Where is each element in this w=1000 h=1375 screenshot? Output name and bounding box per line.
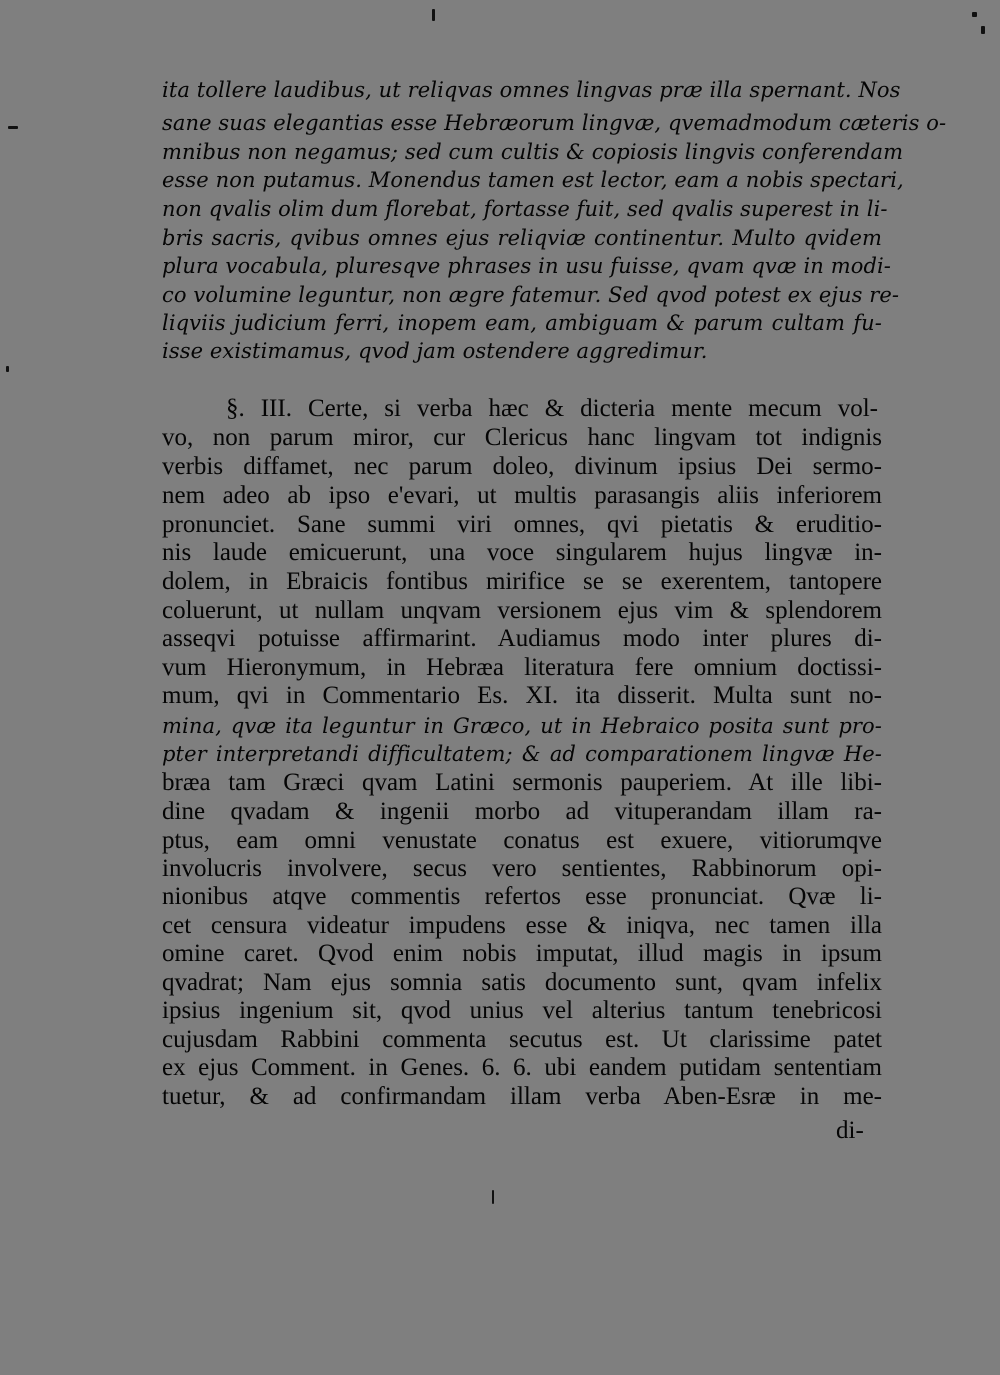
- text-line: mnibus non negamus; sed cum cultis & copiosis lingvis conferendam: [162, 140, 904, 164]
- text-line: co volumine leguntur, non ægre fatemur. Sed qvod potest ex ejus re-: [162, 283, 900, 307]
- text-line: vum Hieronymum, in Hebræa literatura fere omnium doctissi-: [162, 654, 882, 681]
- ink-speck: [981, 26, 985, 34]
- ink-speck: [972, 12, 977, 17]
- text-line: tuetur, & ad confirmandam illam verba Aben-Esræ in me-: [162, 1083, 882, 1110]
- text-line: isse existimamus, qvod jam ostendere aggredimur.: [162, 339, 708, 363]
- text-line: qvadrat; Nam ejus somnia satis documento sunt, qvam infelix: [162, 969, 882, 996]
- ink-speck: [432, 9, 435, 21]
- text-line: dolem, in Ebraicis fontibus mirifice se se exerentem, tantopere: [162, 568, 882, 595]
- text-line: omine caret. Qvod enim nobis imputat, illud magis in ipsum: [162, 940, 882, 967]
- text-line: sane suas elegantias esse Hebræorum lingvæ, qvemadmodum cæteris o-: [162, 111, 947, 135]
- text-line: bræa tam Græci qvam Latini sermonis pauperiem. At ille libi-: [162, 769, 882, 796]
- text-line: mina, qvæ ita leguntur in Græco, ut in Hebraico posita sunt pro-: [162, 714, 882, 738]
- text-line: cet censura videatur impudens esse & iniqva, nec tamen illa: [162, 912, 882, 939]
- text-line: bris sacris, qvibus omnes ejus reliqviæ continentur. Multo qvidem: [162, 226, 882, 250]
- text-line: mum, qvi in Commentario Es. XI. ita disserit. Multa sunt no-: [162, 682, 882, 709]
- text-line: ipsius ingenium sit, qvod unius vel alterius tantum tenebricosi: [162, 997, 882, 1024]
- ink-speck: [6, 366, 9, 372]
- text-line: ex ejus Comment. in Genes. 6. 6. ubi eandem putidam sententiam: [162, 1054, 882, 1081]
- text-line: verbis diffamet, nec parum doleo, divinum ipsius Dei sermo-: [162, 453, 882, 480]
- text-line: di-: [836, 1117, 864, 1144]
- text-line: nis laude emicuerunt, una voce singularem hujus lingvæ in-: [162, 539, 882, 566]
- text-line: cujusdam Rabbini commenta secutus est. Ut clarissime patet: [162, 1026, 882, 1053]
- text-line: ita tollere laudibus, ut reliqvas omnes lingvas præ illa spernant. Nos: [162, 78, 901, 102]
- text-line: pter interpretandi difficultatem; & ad comparationem lingvæ He-: [162, 742, 882, 766]
- text-line: coluerunt, ut nullam unqvam versionem ejus vim & splendorem: [162, 597, 882, 624]
- text-line: nionibus atqve commentis refertos esse pronunciat. Qvæ li-: [162, 883, 882, 910]
- text-line: ptus, eam omni venustate conatus est exuere, vitiorumqve: [162, 827, 882, 854]
- ink-speck: [492, 1190, 494, 1204]
- text-line: involucris involvere, secus vero sentientes, Rabbinorum opi-: [162, 855, 882, 882]
- text-line: liqviis judicium ferri, inopem eam, ambiguam & parum cultam fu-: [162, 311, 882, 335]
- text-line: pronunciet. Sane summi viri omnes, qvi pietatis & eruditio-: [162, 511, 882, 538]
- text-line: nem adeo ab ipso e'evari, ut multis parasangis aliis inferiorem: [162, 482, 882, 509]
- text-line: plura vocabula, pluresqve phrases in usu fuisse, qvam qvæ in modi-: [162, 254, 892, 278]
- text-line: §. III. Certe, si verba hæc & dicteria mente mecum vol-: [226, 395, 878, 422]
- text-line: esse non putamus. Monendus tamen est lector, eam a nobis spectari,: [162, 168, 904, 192]
- text-line: dine qvadam & ingenii morbo ad vituperandam illam ra-: [162, 798, 882, 825]
- text-line: non qvalis olim dum florebat, fortasse fuit, sed qvalis superest in li-: [162, 197, 888, 221]
- text-line: asseqvi potuisse affirmarint. Audiamus modo inter plures di-: [162, 625, 882, 652]
- text-line: vo, non parum miror, cur Clericus hanc lingvam tot indignis: [162, 424, 882, 451]
- ink-speck: [8, 126, 18, 129]
